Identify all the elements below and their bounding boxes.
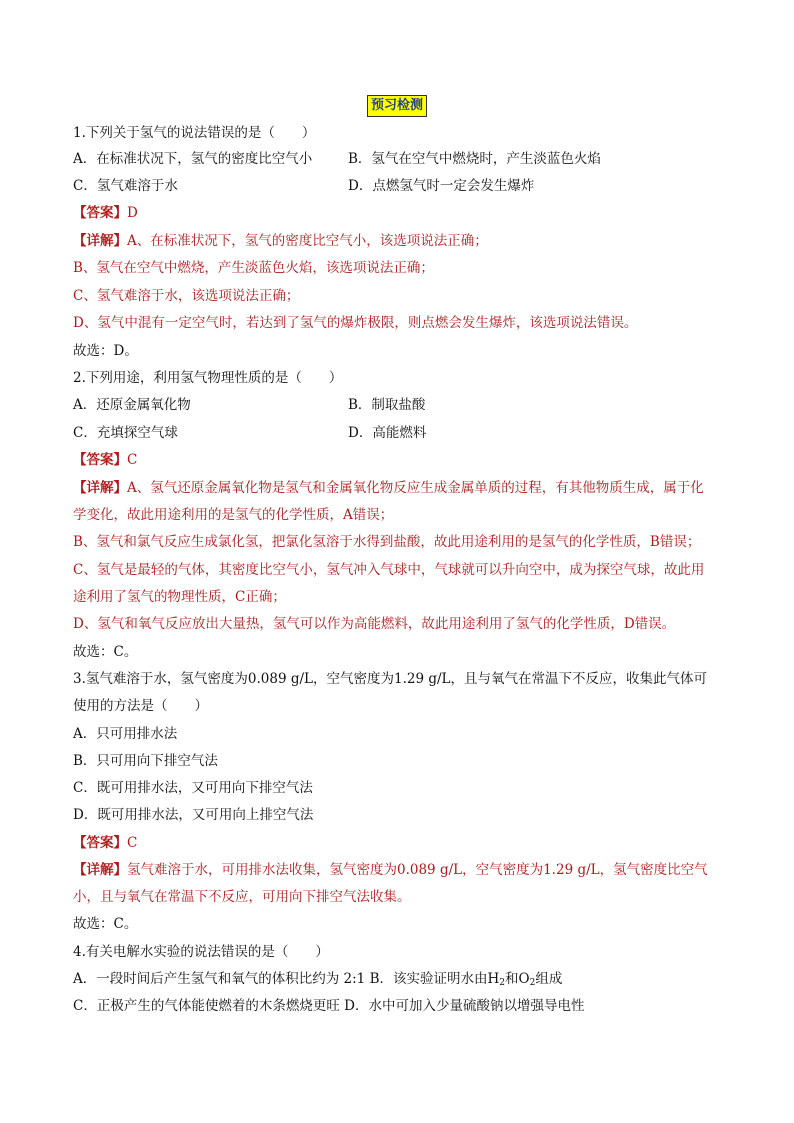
answer-value: C [127,835,138,851]
detail-text: A、氢气还原金属氧化物是氢气和金属氧化物反应生成金属单质的过程，有其他物质生成，属于化 [127,480,704,496]
q3-option-b: B．只可用向下排空气法 [73,753,218,769]
q2-detail-1b: 学变化，故此用途利用的是氢气的化学性质，A错误； [73,507,394,523]
answer-value: D [127,205,138,221]
q4-option-b-pre: B．该实验证明水由H [369,971,500,987]
q3-stem-1: 3.氢气难溶于水，氢气密度为0.089 g/L，空气密度为1.29 g/L，且与氧气在常温下不反应，收集此气体可 [73,671,707,687]
subscript: 2 [499,978,506,988]
q1-detail-1 [73,231,733,251]
title-container [0,94,794,117]
q3-stem-2: 使用的方法是（ ） [73,698,208,714]
q1-stem: 1.下列关于氢气的说法错误的是（ ） [73,125,316,141]
q1-option-c: C．氢气难溶于水 [73,178,178,194]
q2-detail-3a: C、氢气是最轻的气体，其密度比空气小，氢气冲入气球中，气球就可以升向空中，成为探空气球，故此用 [73,562,705,578]
q2-option-c: C．充填探空气球 [73,425,178,441]
q4-option-d: D．水中可加入少量硫酸钠以增强导电性 [344,998,585,1014]
section-title: 预习检测 [367,95,427,117]
q3-answer [73,833,733,853]
answer-tag: 【答案】 [73,835,127,851]
q2-options-ab [73,395,733,415]
answer-tag: 【答案】 [73,452,127,468]
q2-answer [73,450,733,470]
q1-choose: 故选：D。 [73,343,138,359]
q1-options-cd [73,176,733,196]
q2-detail-4: D、氢气和氧气反应放出大量热，氢气可以作为高能燃料，故此用途利用了氢气的化学性质，D错误。 [73,616,676,632]
q2-choose: 故选：C。 [73,644,138,660]
q3-detail-2: 小，且与氧气在常温下不反应，可用向下排空气法收集。 [73,889,411,905]
q3-option-d: D．既可用排水法，又可用向上排空气法 [73,807,314,823]
q1-detail-3: C、氢气难溶于水，该选项说法正确； [73,288,300,304]
q2-option-d: D．高能燃料 [348,425,427,441]
q3-option-c: C．既可用排水法，又可用向下排空气法 [73,780,313,796]
subscript: 2 [529,978,536,988]
q1-detail-2: B、氢气在空气中燃烧，产生淡蓝色火焰，该选项说法正确； [73,260,434,276]
detail-text: A、在标准状况下，氢气的密度比空气小，该选项说法正确； [127,233,488,249]
q4-options-cd [73,996,733,1016]
q4-stem: 4.有关电解水实验的说法错误的是（ ） [73,944,329,960]
detail-tag: 【详解】 [73,862,127,878]
q2-detail-1a [73,478,733,498]
answer-value: C [127,452,138,468]
q3-option-a: A．只可用排水法 [73,726,178,742]
q2-detail-3b: 途利用了氢气的物理性质，C正确； [73,589,286,605]
q1-option-b: B．氢气在空气中燃烧时，产生淡蓝色火焰 [348,151,601,167]
q2-option-a: A．还原金属氧化物 [73,397,191,413]
detail-text: 氢气难溶于水，可用排水法收集，氢气密度为0.089 g/L，空气密度为1.29 g/L，氢气密度比空气 [127,862,708,878]
q2-options-cd [73,423,733,443]
q4-option-b [370,971,563,987]
q4-option-a: A．一段时间后产生氢气和氧气的体积比约为 2:1 [73,971,366,987]
q1-option-a: A．在标准状况下，氢气的密度比空气小 [73,151,313,167]
q4-option-b-mid: 和O [505,971,530,987]
detail-tag: 【详解】 [73,233,127,249]
q3-choose: 故选：C。 [73,916,138,932]
q2-detail-2: B、氢气和氯气反应生成氯化氢，把氯化氢溶于水得到盐酸，故此用途利用的是氢气的化学性质，B错误； [73,534,701,550]
q4-options-ab [73,969,733,989]
q1-options-ab [73,149,733,169]
q3-detail-1 [73,860,733,880]
detail-tag: 【详解】 [73,480,127,496]
q4-option-c: C．正极产生的气体能使燃着的木条燃烧更旺 [73,998,340,1014]
q1-detail-4: D、氢气中混有一定空气时，若达到了氢气的爆炸极限，则点燃会发生爆炸，该选项说法错误。 [73,315,638,331]
q1-option-d: D．点燃氢气时一定会发生爆炸 [348,178,535,194]
q4-option-b-post: 组成 [535,971,563,987]
q1-answer [73,203,733,223]
q2-option-b: B．制取盐酸 [348,397,426,413]
q2-stem: 2.下列用途，利用氢气物理性质的是（ ） [73,370,343,386]
answer-tag: 【答案】 [73,205,127,221]
